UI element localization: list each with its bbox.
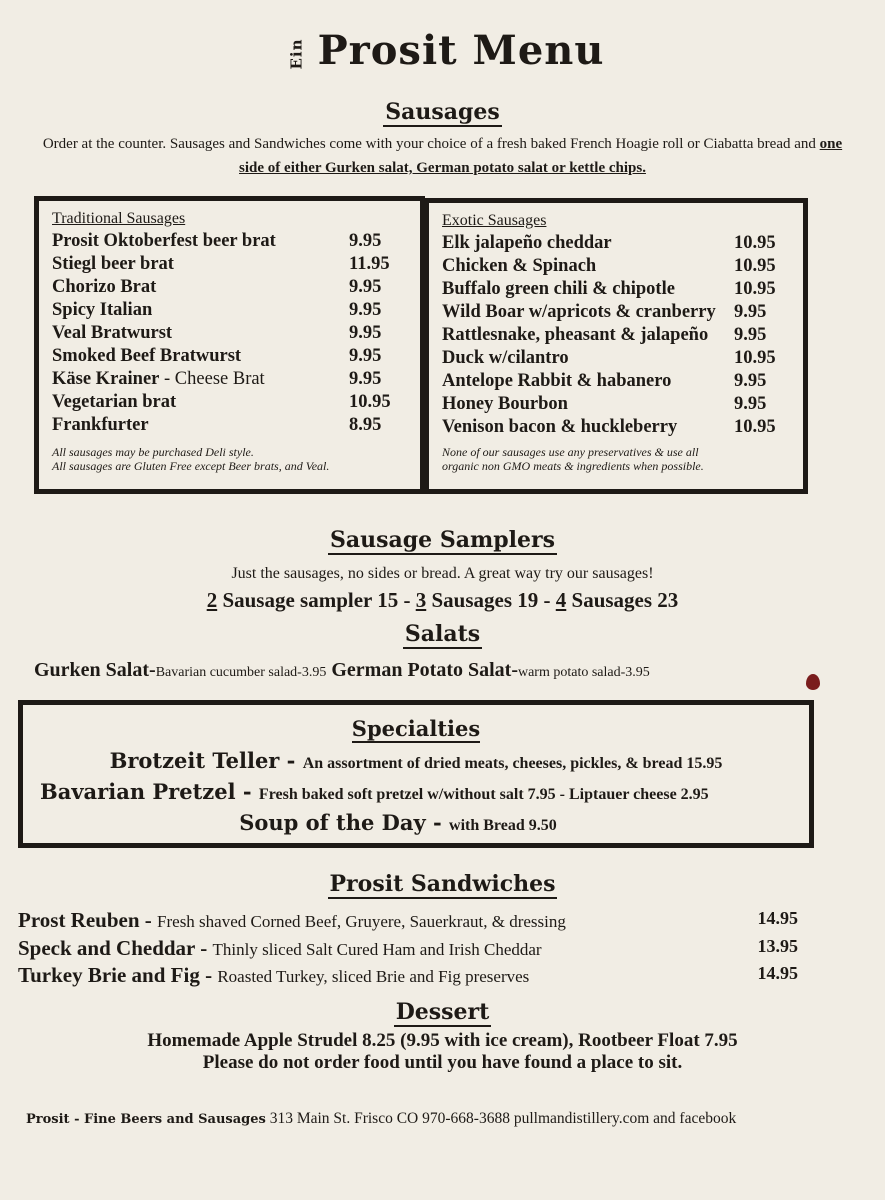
item-price: 8.95 [349,415,382,435]
item-name: Käse Krainer - Cheese Brat [52,369,265,389]
menu-item [442,416,792,439]
item-name: Veal Bratwurst [52,323,173,343]
sausages-intro [30,132,855,180]
footer [26,1110,846,1128]
item-name: Elk jalapeño cheddar [442,233,612,253]
samplers-description: Just the sausages, no sides or bread. A great way try our sausages! [231,565,654,582]
specialty-brotzeit: Brotzeit Teller - An assortment of dried meats, cheeses, pickles, & bread 15.95 [109,748,723,773]
specialty-pretzel: Bavarian Pretzel - Fresh baked soft pretzel w/without salt 7.95 - Liptauer cheese 2.95 [40,779,709,804]
menu-item [52,391,409,414]
menu-item [52,230,409,253]
sandwich-item [18,963,798,988]
note-line: All sausages are Gluten Free except Beer brats, and Veal. [52,459,330,473]
sandwich-name: Turkey Brie and Fig - [18,963,218,987]
specialties-heading: Specialties [351,716,481,741]
sampler-text: Sausage sampler 15 - [217,588,416,612]
menu-item [52,414,409,437]
item-price: 10.95 [349,392,391,412]
item-name: Prosit Oktoberfest beer brat [52,231,276,251]
sandwich-price: 13.95 [757,936,798,956]
intro-underlined: one side of either Gurken salat, German potato salat or kettle chips. [239,136,843,176]
menu-item [442,232,792,255]
sandwich-text [18,963,529,988]
item-price: 9.95 [349,277,382,297]
item-name: Rattlesnake, pheasant & jalapeño [442,325,709,345]
item-price: 9.95 [349,369,382,389]
specialty-soup: Soup of the Day - with Bread 9.50 [239,810,557,835]
item-price: 9.95 [349,323,382,343]
item-name: Vegetarian brat [52,392,177,412]
menu-title [0,28,885,77]
sampler-count: 3 [415,588,427,612]
menu-item [52,322,409,345]
item-price: 11.95 [349,254,390,274]
title-prefix: Ein [287,38,306,70]
item-name: Spicy Italian [52,300,153,320]
menu-item [442,278,792,301]
menu-item [442,370,792,393]
item-name: Chicken & Spinach [442,256,597,276]
salats-heading: Salats [404,621,481,647]
traditional-list [52,230,409,437]
title-main: Prosit Menu [317,27,605,74]
note-line: None of our sausages use any preservatives & use all [442,445,699,459]
item-name: Venison bacon & huckleberry [442,417,678,437]
sandwich-name: Prost Reuben - [18,908,158,932]
sandwich-text [18,936,542,961]
item-price: 10.95 [734,233,776,253]
item-name: Duck w/cilantro [442,348,569,368]
item-name: Stiegl beer brat [52,254,174,274]
sandwich-price: 14.95 [757,963,798,983]
menu-item [442,347,792,370]
sandwich-desc: Fresh shaved Corned Beef, Gruyere, Sauerkraut, & dressing [157,912,566,931]
item-name: Chorizo Brat [52,277,157,297]
samplers-heading: Sausage Samplers [330,527,555,553]
menu-item [442,255,792,278]
item-price: 9.95 [349,346,382,366]
exotic-sausages-box [424,198,808,494]
item-subtitle: - Cheese Brat [159,369,265,389]
sandwich-text [18,908,566,933]
sampler-count: 4 [555,588,567,612]
item-price: 10.95 [734,417,776,437]
sandwich-desc: Roasted Turkey, sliced Brie and Fig preserves [217,967,530,986]
item-price: 9.95 [734,371,767,391]
menu-item [442,393,792,416]
samplers-prices [0,586,885,614]
sandwiches-heading: Prosit Sandwiches [329,871,556,897]
traditional-heading: Traditional Sausages [52,210,186,227]
salat-name: German Potato Salat- [326,659,518,681]
item-name: Smoked Beef Bratwurst [52,346,242,366]
sandwich-price: 14.95 [757,908,798,928]
footer-brand: Prosit - Fine Beers and Sausages [26,1112,266,1127]
wax-drop [806,674,820,690]
menu-item [52,276,409,299]
item-price: 9.95 [734,394,767,414]
menu-item [52,345,409,368]
item-name: Frankfurter [52,415,149,435]
sausages-heading: Sausages [385,99,500,125]
item-price: 9.95 [349,231,382,251]
menu-item [52,368,409,391]
sampler-count: 2 [206,588,218,612]
ordering-note: Please do not order food until you have found a place to sit. [202,1052,683,1073]
specialties-box [18,700,814,848]
exotic-notes [442,445,792,473]
salats-line [34,657,834,686]
menu-item [442,301,792,324]
item-name: Honey Bourbon [442,394,568,414]
sampler-text: Sausages 23 [566,588,679,612]
item-price: 9.95 [734,302,767,322]
sandwich-item [18,908,798,933]
intro-text: Order at the counter. Sausages and Sandwiches come with your choice of a fresh baked French Hoagie roll or Ciabatta bread and [42,136,820,152]
traditional-notes [52,445,409,473]
salat-desc: Bavarian cucumber salad-3.95 [155,665,327,680]
item-name: Buffalo green chili & chipotle [442,279,675,299]
sandwich-name: Speck and Cheddar - [18,936,213,960]
item-price: 10.95 [734,348,776,368]
note-line: organic non GMO meats & ingredients when possible. [442,459,704,473]
item-price: 9.95 [349,300,382,320]
menu-item [442,324,792,347]
menu-item [52,299,409,322]
salat-name: Gurken Salat- [34,659,156,681]
sampler-text: Sausages 19 - [426,588,556,612]
sandwich-desc: Thinly sliced Salt Cured Ham and Irish Cheddar [212,940,542,959]
item-price: 9.95 [734,325,767,345]
sandwich-item [18,936,798,961]
exotic-list [442,232,792,439]
note-line: All sausages may be purchased Deli style. [52,445,254,459]
item-name: Wild Boar w/apricots & cranberry [442,302,716,322]
dessert-line: Homemade Apple Strudel 8.25 (9.95 with ice cream), Rootbeer Float 7.95 [147,1030,738,1051]
menu-item [52,253,409,276]
dessert-heading: Dessert [395,999,490,1025]
traditional-sausages-box [34,196,425,494]
item-price: 10.95 [734,256,776,276]
item-name: Antelope Rabbit & habanero [442,371,672,391]
salat-desc: warm potato salad-3.95 [517,665,650,680]
item-price: 10.95 [734,279,776,299]
footer-address: 313 Main St. Frisco CO 970-668-3688 pullmandistillery.com and facebook [265,1110,737,1127]
dessert-text [0,1030,885,1074]
exotic-heading: Exotic Sausages [442,212,547,229]
